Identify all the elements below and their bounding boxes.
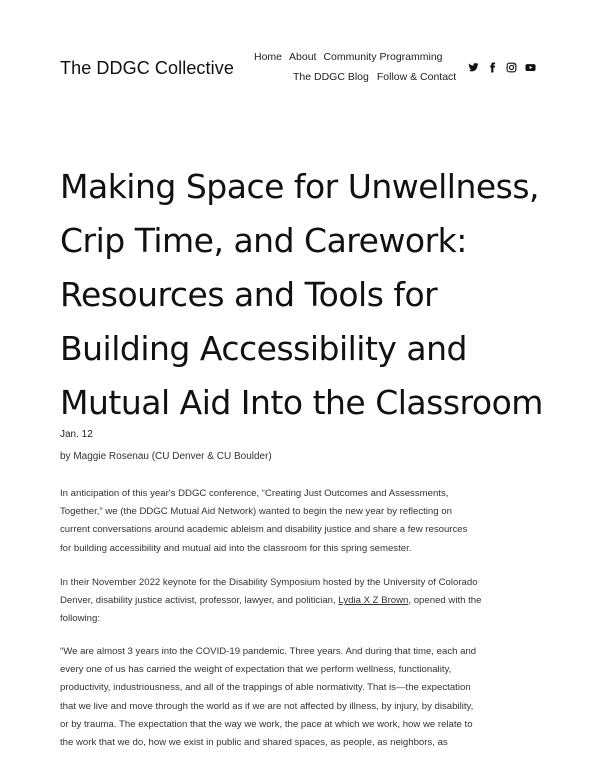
paragraph-line: In their November 2022 keynote for the Disability Symposium hosted by the University of Colorado	[60, 577, 478, 588]
paragraph-line: or by trauma. The expectation that the way we work, the pace at which we work, how we relate to	[60, 718, 473, 730]
post-byline: by Maggie Rosenau (CU Denver & CU Boulder)	[60, 451, 272, 462]
paragraph-line: “We are almost 3 years into the COVID-19 pandemic. Three years. And during that time, each and	[60, 646, 477, 657]
body-paragraph-1	[60, 485, 540, 558]
body-paragraph-2	[60, 574, 540, 629]
nav-follow-contact[interactable]: Follow & Contact	[376, 71, 457, 83]
post-title-line: Making Space for Unwellness,	[60, 167, 540, 206]
main-nav-row-1	[254, 51, 443, 63]
lydia-brown-link[interactable]: Lydia X Z Brown	[338, 595, 409, 607]
body-paragraph-3	[60, 643, 540, 752]
nav-community-programming[interactable]: Community Programming	[323, 51, 443, 63]
main-nav-row-2	[293, 71, 456, 83]
post-title-line: Building Accessibility and	[60, 329, 467, 368]
paragraph-line: Together,” we (the DDGC Mutual Aid Network) wanted to begin the new year by reflecting on	[60, 506, 452, 518]
paragraph-line: the work that we do, how we exist in public and shared spaces, as people, as neighbors, as	[60, 737, 448, 749]
paragraph-line: following:	[60, 613, 100, 625]
paragraph-line: current conversations around academic ableism and disability justice and share a few resources	[60, 524, 468, 536]
nav-home[interactable]: Home	[254, 51, 283, 63]
post-title-line: Mutual Aid Into the Classroom	[60, 383, 543, 422]
nav-about[interactable]: About	[289, 51, 317, 63]
paragraph-line: every one of us has carried the weight of expectation that we perform wellness, functionality,	[60, 664, 452, 676]
site-title[interactable]: The DDGC Collective	[60, 58, 234, 78]
post-title-line: Resources and Tools for	[60, 275, 438, 314]
paragraph-line: productivity, industriousness, and all of the trappings of able normativity. That is—the expectation	[60, 682, 471, 694]
paragraph-line: In anticipation of this year's DDGC conference, “Creating Just Outcomes and Assessments,	[60, 488, 449, 499]
youtube-icon[interactable]	[525, 62, 536, 73]
facebook-icon[interactable]	[487, 62, 498, 73]
post-title	[60, 160, 570, 430]
paragraph-text: , opened with the	[408, 595, 482, 607]
post-title-line: Crip Time, and Carework:	[60, 221, 467, 260]
paragraph-line: for building accessibility and mutual aid into the classroom for this spring semester.	[60, 542, 412, 554]
twitter-icon[interactable]	[468, 62, 479, 73]
instagram-icon[interactable]	[506, 62, 517, 73]
post-date: Jan. 12	[60, 429, 93, 440]
paragraph-line	[60, 592, 540, 610]
nav-ddgc-blog[interactable]: The DDGC Blog	[293, 71, 369, 83]
social-links	[468, 62, 536, 73]
paragraph-text: Denver, disability justice activist, professor, lawyer, and politician,	[60, 595, 339, 607]
paragraph-line: that we live and move through the world as if we are not affected by illness, by injury, by disability,	[60, 700, 474, 712]
